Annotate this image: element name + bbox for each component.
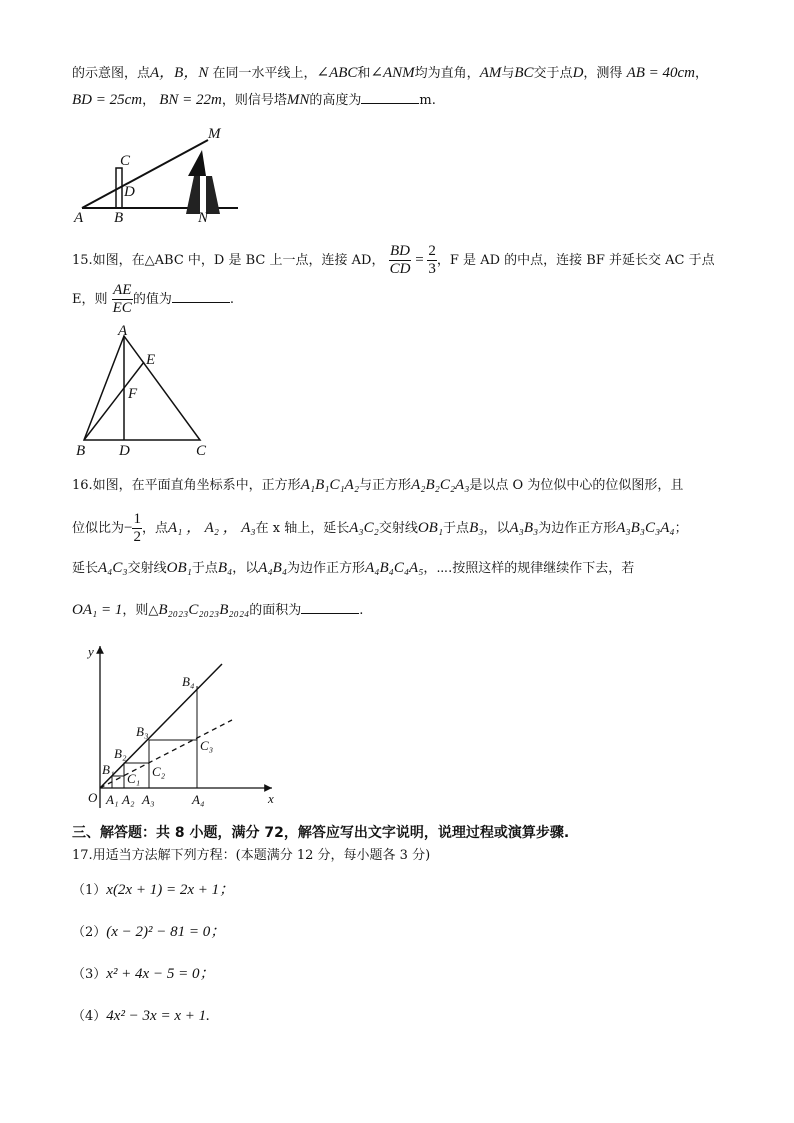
q16-a4b4: A₄B₄: [258, 560, 288, 576]
q14-line-1: [72, 63, 708, 84]
q17-item: [72, 922, 225, 943]
q15-text: .: [229, 292, 234, 307]
item-number: （4）: [72, 1009, 107, 1024]
q14-text: ，则信号塔: [221, 93, 287, 108]
frac-den: CD: [389, 261, 411, 277]
q14-figure: [70, 118, 250, 226]
q16-square-4: A₄B₄C₄A₅: [365, 560, 424, 576]
q16-ratio: [132, 511, 142, 546]
section-heading: 三、解答题：共 8 小题，满分 72，解答应写出文字说明，说理过程或演算步骤.: [72, 825, 570, 841]
label-a3: A₃: [142, 792, 155, 807]
q14-text: ，: [142, 93, 156, 108]
q14-seg-bc: BC: [514, 65, 534, 81]
q15-ratio: [389, 243, 412, 278]
q14-meas-bn: BN = 22m: [159, 92, 222, 108]
label-b: B: [76, 443, 86, 459]
q14-seg-am: AM: [479, 65, 502, 81]
q16-text: 于点: [443, 521, 470, 536]
q16-text: 于点: [191, 561, 218, 576]
q15-line-2: [72, 280, 234, 320]
q14-text: 的示意图，点: [72, 66, 151, 81]
q16-text: ，则△: [122, 603, 159, 618]
q16-oa1: OA₁ = 1: [72, 602, 123, 618]
frac-den: 2: [133, 529, 141, 545]
label-c1: C₁: [127, 771, 141, 786]
q16-text: 与正方形: [359, 478, 412, 493]
tower-top: [188, 150, 206, 176]
equation: x(2x + 1) = 2x + 1；: [106, 882, 235, 898]
label-b: B: [114, 210, 124, 226]
label-y: y: [88, 644, 94, 659]
label-m: M: [208, 126, 221, 142]
label-n: N: [198, 210, 209, 226]
q16-a4c3: A₄C₃: [98, 560, 128, 576]
q14-text: 和: [357, 66, 371, 81]
q15-text: ，F 是 AD 的中点，连接 BF 并延长交 AC 于点: [436, 253, 715, 268]
q14-unit: m.: [419, 93, 436, 108]
label-c3: C₃: [200, 738, 214, 753]
label-c2: C₂: [152, 764, 166, 779]
q16-text: 的面积为: [249, 603, 302, 618]
answer-blank[interactable]: [172, 289, 230, 303]
frac-num: 2: [428, 243, 436, 259]
q17-title: 17.用适当方法解下列方程：(本题满分 12 分，每小题各 3 分): [72, 848, 431, 863]
q15-line-1: 15.如图，在△ABC 中，D 是 BC 上一点，连接 AD， $\frac{BD}{CD}$ = $\frac{2}{3}$ ，F 是 AD 的中点，连接 BF 并延长交 AC 于点: [72, 243, 715, 277]
q16-text: 交射线: [127, 561, 167, 576]
q14-text: ，测得: [583, 66, 623, 81]
label-c: C: [120, 153, 131, 169]
q16-a3c2: A₃C₂: [349, 520, 379, 536]
q16-line-4: [72, 600, 363, 621]
equation: (x − 2)² − 81 = 0；: [106, 924, 226, 940]
q16-text: ，以: [483, 521, 510, 536]
q16-line-3: [72, 558, 634, 579]
equation: x² + 4x − 5 = 0；: [106, 966, 215, 982]
q16-line-1: [72, 475, 683, 496]
q16-b3: B₃: [469, 520, 484, 536]
label-f: F: [128, 386, 138, 402]
q14-text: 交于点: [533, 66, 573, 81]
q16-points: A₁ ， A₂ ， A₃: [168, 520, 256, 536]
q14-text: ，: [695, 66, 709, 81]
label-a1: A₁: [106, 792, 119, 807]
q16-b4: B₄: [217, 560, 233, 576]
q16-triangle: B₂₀₂₃C₂₀₂₃B₂₀₂₄: [158, 602, 250, 618]
q15-question-ratio: [112, 282, 133, 317]
q14-points: A，B，N: [150, 65, 209, 81]
q14-meas-bd: BD = 25cm: [72, 92, 143, 108]
q14-text: 在同一水平线上，: [212, 66, 317, 81]
q16-square-3: A₃B₃C₃A₄: [616, 520, 675, 536]
label-b3: B₃: [136, 724, 149, 739]
label-a2: A₂: [122, 792, 135, 807]
label-a: A: [118, 323, 128, 339]
q15-figure: [72, 322, 222, 460]
q14-angle-abc: ∠ABC: [316, 65, 358, 81]
q14-line-2: [72, 90, 436, 111]
q14-angle-anm: ∠ANM: [370, 65, 415, 81]
q16-text: ；: [674, 521, 688, 536]
q16-text: 延长: [72, 561, 99, 576]
q16-figure: [72, 636, 287, 814]
q15-text: E，则: [72, 292, 108, 307]
label-d: D: [124, 184, 135, 200]
q17-item: [72, 880, 234, 901]
equation: 4x² − 3x = x + 1.: [106, 1008, 210, 1024]
square-1: [112, 776, 124, 788]
q16-a3b3: A₃B₃: [509, 520, 539, 536]
item-number: （1）: [72, 883, 107, 898]
q16-text: .: [359, 603, 364, 618]
q15-text: 15.如图，在△ABC 中，D 是 BC 上一点，连接 AD，: [72, 253, 385, 268]
q16-text: 16.如图，在平面直角坐标系中，正方形: [72, 478, 301, 493]
frac-num: AE: [113, 282, 132, 298]
tower-center: [200, 176, 206, 214]
label-a4: A₄: [192, 792, 205, 807]
label-x: x: [268, 791, 274, 806]
q14-text: 均为直角，: [414, 66, 480, 81]
q16-line-2: [72, 508, 688, 548]
answer-blank[interactable]: [301, 600, 359, 614]
frac-num: BD: [390, 243, 411, 259]
frac-den: 3: [428, 261, 436, 277]
label-e: E: [146, 352, 156, 368]
q16-text: 为边作正方形: [538, 521, 617, 536]
q16-text: 是以点 O 为位似中心的位似图形，且: [469, 478, 684, 493]
q14-text: 的高度为: [309, 93, 362, 108]
q14-pt-d: D: [572, 65, 584, 81]
item-number: （2）: [72, 925, 107, 940]
label-d: D: [119, 443, 130, 459]
item-number: （3）: [72, 967, 107, 982]
q16-text: ，点: [141, 521, 168, 536]
q14-text: 与: [501, 66, 515, 81]
q16-ob1: OB₁: [166, 560, 192, 576]
q16-text: ，⋯.按照这样的规律继续作下去，若: [423, 561, 635, 576]
triangle-abc: [84, 336, 200, 440]
q16-ob1: OB₁: [417, 520, 444, 536]
q16-square-1: A₁B₁C₁A₂: [300, 477, 360, 493]
q16-sign: −: [124, 520, 133, 536]
label-a: A: [74, 210, 84, 226]
label-o: O: [88, 790, 98, 805]
q17-item: [72, 964, 214, 985]
label-b2: B₂: [114, 746, 127, 761]
q16-text: 在 x 轴上，延长: [255, 521, 350, 536]
label-b4: B₄: [182, 674, 195, 689]
q15-ratio-val: [427, 243, 437, 278]
q15-text: 的值为: [132, 292, 172, 307]
q14-meas-ab: AB = 40cm: [626, 65, 695, 81]
q16-text: 位似比为: [72, 521, 125, 536]
frac-num: 1: [133, 511, 141, 527]
q16-square-2: A₂B₂C₂A₃: [411, 477, 470, 493]
q14-mn: MN: [286, 92, 310, 108]
answer-blank[interactable]: [361, 90, 419, 104]
label-b1: B₁: [102, 762, 115, 777]
q17-item: [72, 1006, 210, 1027]
label-c: C: [196, 443, 207, 459]
q16-text: ，以: [232, 561, 259, 576]
q16-text: 交射线: [378, 521, 418, 536]
q16-text: 为边作正方形: [287, 561, 366, 576]
frac-den: EC: [112, 300, 132, 316]
